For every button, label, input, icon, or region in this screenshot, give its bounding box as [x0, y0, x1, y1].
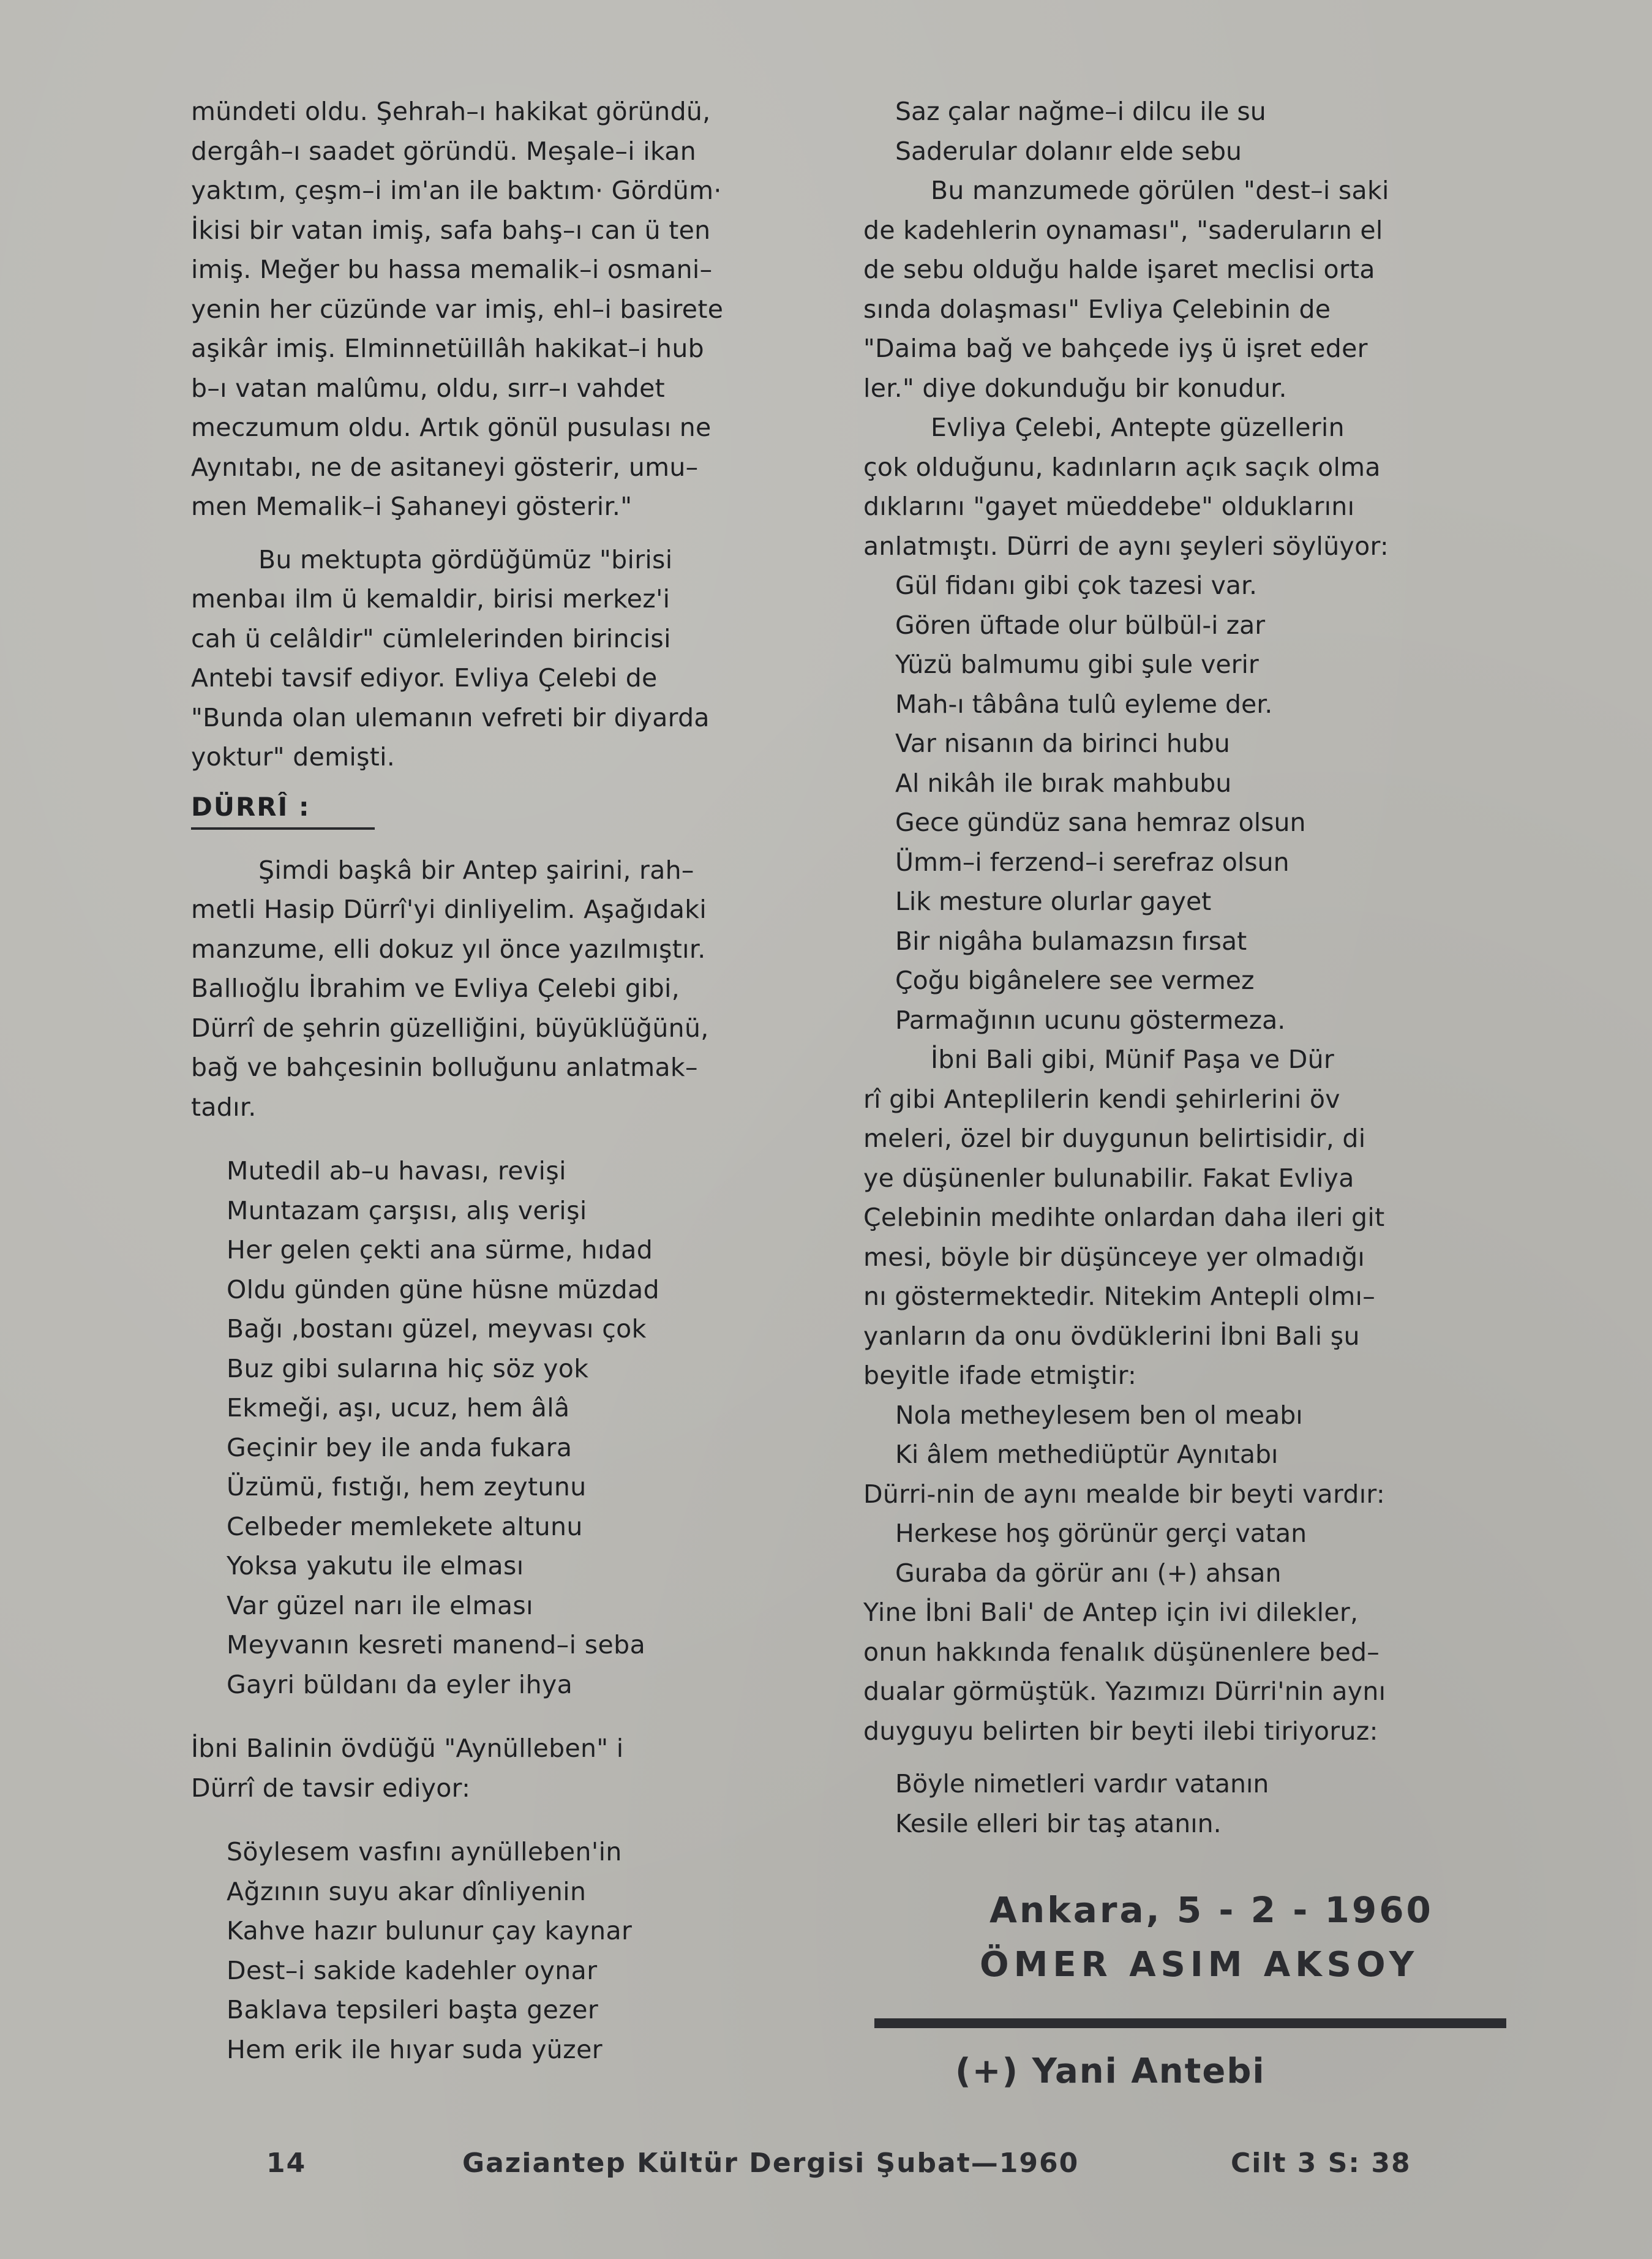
text-line: İkisi bir vatan imiş, safa bahş–ı can ü ten: [191, 215, 711, 245]
verse-line: Ki âlem methediüptür Aynıtabı: [895, 1440, 1278, 1469]
poem-block-mid: [863, 566, 1506, 1040]
text-line: mesi, böyle bir düşünceye yer olmadığı: [863, 1242, 1365, 1272]
text-line: meczumum oldu. Artık gönül pusulası ne: [191, 413, 711, 442]
text-line: yoktur" demişti.: [191, 742, 396, 772]
magazine-title: Gaziantep Kültür Dergisi Şubat—1960: [462, 2148, 1079, 2179]
text-line: imiş. Meğer bu hassa memalik–i osmani–: [191, 255, 713, 284]
ibni-bali-paragraph: [863, 1040, 1506, 1396]
verse-line: Al nikâh ile bırak mahbubu: [895, 768, 1232, 798]
verse-line: Saderular dolanır elde sebu: [895, 136, 1242, 166]
text-line: menbaı ilm ü kemaldir, birisi merkez'i: [191, 584, 670, 614]
text-line: ler." diye dokunduğu bir konudur.: [863, 373, 1287, 403]
text-line: yanların da onu övdüklerini İbni Bali şu: [863, 1321, 1360, 1351]
text-line: Ballıoğlu İbrahim ve Evliya Çelebi gibi,: [191, 974, 680, 1003]
verse-line: Saz çalar nağme–i dilcu ile su: [895, 97, 1266, 126]
text-line: çok olduğunu, kadınların açık saçık olma: [863, 452, 1381, 482]
verse-line: Ekmeği, aşı, ucuz, hem âlâ: [227, 1393, 570, 1423]
couplet-1: [863, 1396, 1506, 1475]
poem-block-top: [863, 92, 1506, 171]
text-line: yaktım, çeşm–i im'an ile baktım· Gördüm·: [191, 176, 722, 205]
poem-block-2: [191, 1832, 828, 2069]
verse-line: Gayri büldanı da eyler ihya: [227, 1669, 573, 1699]
verse-line: Var güzel narı ile elması: [227, 1590, 533, 1620]
closing-paragraph: [863, 1593, 1506, 1751]
text-line: beyitle ifade etmiştir:: [863, 1361, 1137, 1390]
durri-line: Dürri-nin de aynı mealde bir beyti vardır:: [863, 1479, 1385, 1509]
text-line: de sebu olduğu halde işaret meclisi orta: [863, 255, 1375, 284]
verse-line: Guraba da görür anı (+) ahsan: [895, 1558, 1282, 1588]
text-line: men Memalik–i Şahaneyi gösterir.": [191, 492, 633, 521]
verse-line: Yüzü balmumu gibi şule verir: [895, 650, 1259, 679]
text-line: Antebi tavsif ediyor. Evliya Çelebi de: [191, 663, 658, 693]
text-line: sında dolaşması" Evliya Çelebinin de: [863, 294, 1331, 324]
verse-line: Hem erik ile hıyar suda yüzer: [227, 2034, 603, 2064]
guzeller-paragraph: [863, 408, 1506, 566]
text-line: Dürrî de tavsir ediyor:: [191, 1773, 471, 1803]
text-line: Evliya Çelebi, Antepte güzellerin: [931, 413, 1345, 442]
text-line: "Daima bağ ve bahçede iyş ü işret eder: [863, 334, 1368, 363]
text-line: anlatmıştı. Dürri de aynı şeyleri söylüyor:: [863, 531, 1389, 561]
text-line: Dürrî de şehrin güzelliğini, büyüklüğünü,: [191, 1013, 709, 1043]
signature-date: Ankara, 5 - 2 - 1960: [989, 1889, 1433, 1931]
signature-author: ÖMER ASIM AKSOY: [980, 1945, 1419, 1985]
text-line: cah ü celâldir" cümlelerinden birincisi: [191, 623, 671, 653]
text-line: bağ ve bahçesinin bolluğunu anlatmak–: [191, 1053, 698, 1082]
verse-line: Lik mesture olurlar gayet: [895, 887, 1212, 916]
text-line: meleri, özel bir duygunun belirtisidir, di: [863, 1124, 1366, 1153]
poem-block-1: [191, 1151, 828, 1704]
verse-line: Kesile elleri bir taş atanın.: [895, 1808, 1222, 1838]
verse-line: Yoksa yakutu ile elması: [227, 1551, 524, 1581]
couplet-2: [863, 1514, 1506, 1593]
text-line: rî gibi Anteplilerin kendi şehirlerini öv: [863, 1084, 1340, 1114]
aynulleben-paragraph: [191, 1729, 828, 1808]
verse-line: Nola metheylesem ben ol meabı: [895, 1400, 1303, 1430]
intro-paragraph: [191, 92, 828, 527]
page-number: 14: [266, 2148, 307, 2179]
verse-line: Ümm–i ferzend–i serefraz olsun: [895, 847, 1290, 877]
text-line: aşikâr imiş. Elminnetüillâh hakikat–i hub: [191, 334, 704, 363]
durri-intro-paragraph: [191, 851, 828, 1127]
verse-line: Parmağının ucunu göstermeza.: [895, 1005, 1286, 1035]
verse-line: Herkese hoş görünür gerçi vatan: [895, 1519, 1307, 1548]
verse-line: Var nisanın da birinci hubu: [895, 729, 1230, 758]
text-line: Aynıtabı, ne de asitaneyi gösterir, umu–: [191, 452, 699, 482]
text-line: "Bunda olan ulemanın vefreti bir diyarda: [191, 702, 710, 732]
text-line: dualar görmüştük. Yazımızı Dürri'nin aynı: [863, 1677, 1386, 1706]
verse-line: Kahve hazır bulunur çay kaynar: [227, 1916, 633, 1945]
mektup-paragraph: [191, 540, 828, 777]
text-line: tadır.: [191, 1092, 257, 1122]
couplet-3: [863, 1764, 1506, 1843]
verse-line: Gül fidanı gibi çok tazesi var.: [895, 571, 1258, 600]
verse-line: Böyle nimetleri vardır vatanın: [895, 1769, 1269, 1799]
text-line: nı göstermektedir. Nitekim Antepli olmı–: [863, 1282, 1376, 1311]
verse-line: Mah-ı tâbâna tulû eyleme der.: [895, 689, 1273, 719]
verse-line: Meyvanın kesreti manend–i seba: [227, 1630, 646, 1659]
verse-line: Gece gündüz sana hemraz olsun: [895, 808, 1306, 837]
text-line: Şimdi başkâ bir Antep şairini, rah–: [258, 855, 694, 885]
verse-line: Oldu günden güne hüsne müzdad: [227, 1274, 660, 1304]
text-line: onun hakkında fenalık düşünenlere bed–: [863, 1637, 1380, 1667]
verse-line: Baklava tepsileri başta gezer: [227, 1995, 599, 2024]
text-line: duyguyu belirten bir beyti ilebi tiriyoruz:: [863, 1716, 1378, 1746]
verse-line: Celbeder memlekete altunu: [227, 1511, 583, 1541]
text-line: Yine İbni Bali' de Antep için ivi dilekler,: [863, 1598, 1359, 1627]
verse-line: Üzümü, fıstığı, hem zeytunu: [227, 1472, 587, 1502]
verse-line: Çoğu bigânelere see vermez: [895, 966, 1255, 995]
verse-line: Gören üftade olur bülbül-i zar: [895, 610, 1266, 640]
text-line: de kadehlerin oynaması", "saderuların el: [863, 215, 1383, 245]
verse-line: Mutedil ab–u havası, revişi: [227, 1156, 566, 1186]
text-line: b–ı vatan malûmu, oldu, sırr–ı vahdet: [191, 373, 666, 403]
verse-line: Muntazam çarşısı, alış verişi: [227, 1195, 587, 1225]
footnote: (+) Yani Antebi: [955, 2051, 1266, 2091]
verse-line: Dest–i sakide kadehler oynar: [227, 1955, 598, 1985]
text-line: dergâh–ı saadet göründü. Meşale–i ikan: [191, 136, 696, 166]
verse-line: Bağı ,bostanı güzel, meyvası çok: [227, 1314, 647, 1344]
text-line: yenin her cüzünde var imiş, ehl–i basirete: [191, 294, 724, 324]
signature-rule: [874, 2018, 1506, 2028]
text-line: manzume, elli dokuz yıl önce yazılmıştır.: [191, 934, 706, 964]
verse-line: Her gelen çekti ana sürme, hıdad: [227, 1235, 653, 1265]
text-line: İbni Bali gibi, Münif Paşa ve Dür: [931, 1045, 1335, 1074]
volume-issue: Cilt 3 S: 38: [1231, 2148, 1411, 2179]
verse-line: Bir nigâha bulamazsın fırsat: [895, 926, 1247, 956]
left-column: [191, 92, 828, 2069]
right-column: [863, 92, 1506, 1843]
text-line: ye düşünenler bulunabilir. Fakat Evliya: [863, 1163, 1354, 1193]
verse-line: Geçinir bey ile anda fukara: [227, 1432, 573, 1462]
verse-line: Buz gibi sularına hiç söz yok: [227, 1353, 589, 1383]
section-heading-durri: DÜRRÎ :: [191, 791, 310, 822]
text-line: metli Hasip Dürrî'yi dinliyelim. Aşağıdaki: [191, 895, 707, 924]
heading-underline: [191, 827, 375, 830]
text-line: Bu manzumede görülen "dest–i saki: [931, 176, 1389, 205]
text-line: Çelebinin medihte onlardan daha ileri git: [863, 1203, 1385, 1232]
text-line: dıklarını "gayet müeddebe" olduklarını: [863, 492, 1355, 521]
text-line: mündeti oldu. Şehrah–ı hakikat göründü,: [191, 97, 711, 126]
text-line: Bu mektupta gördüğümüz "birisi: [258, 544, 673, 574]
manzume-paragraph: [863, 171, 1506, 408]
verse-line: Ağzının suyu akar dînliyenin: [227, 1876, 587, 1906]
verse-line: Söylesem vasfını aynülleben'in: [227, 1837, 622, 1866]
text-line: İbni Balinin övdüğü "Aynülleben" i: [191, 1734, 624, 1763]
